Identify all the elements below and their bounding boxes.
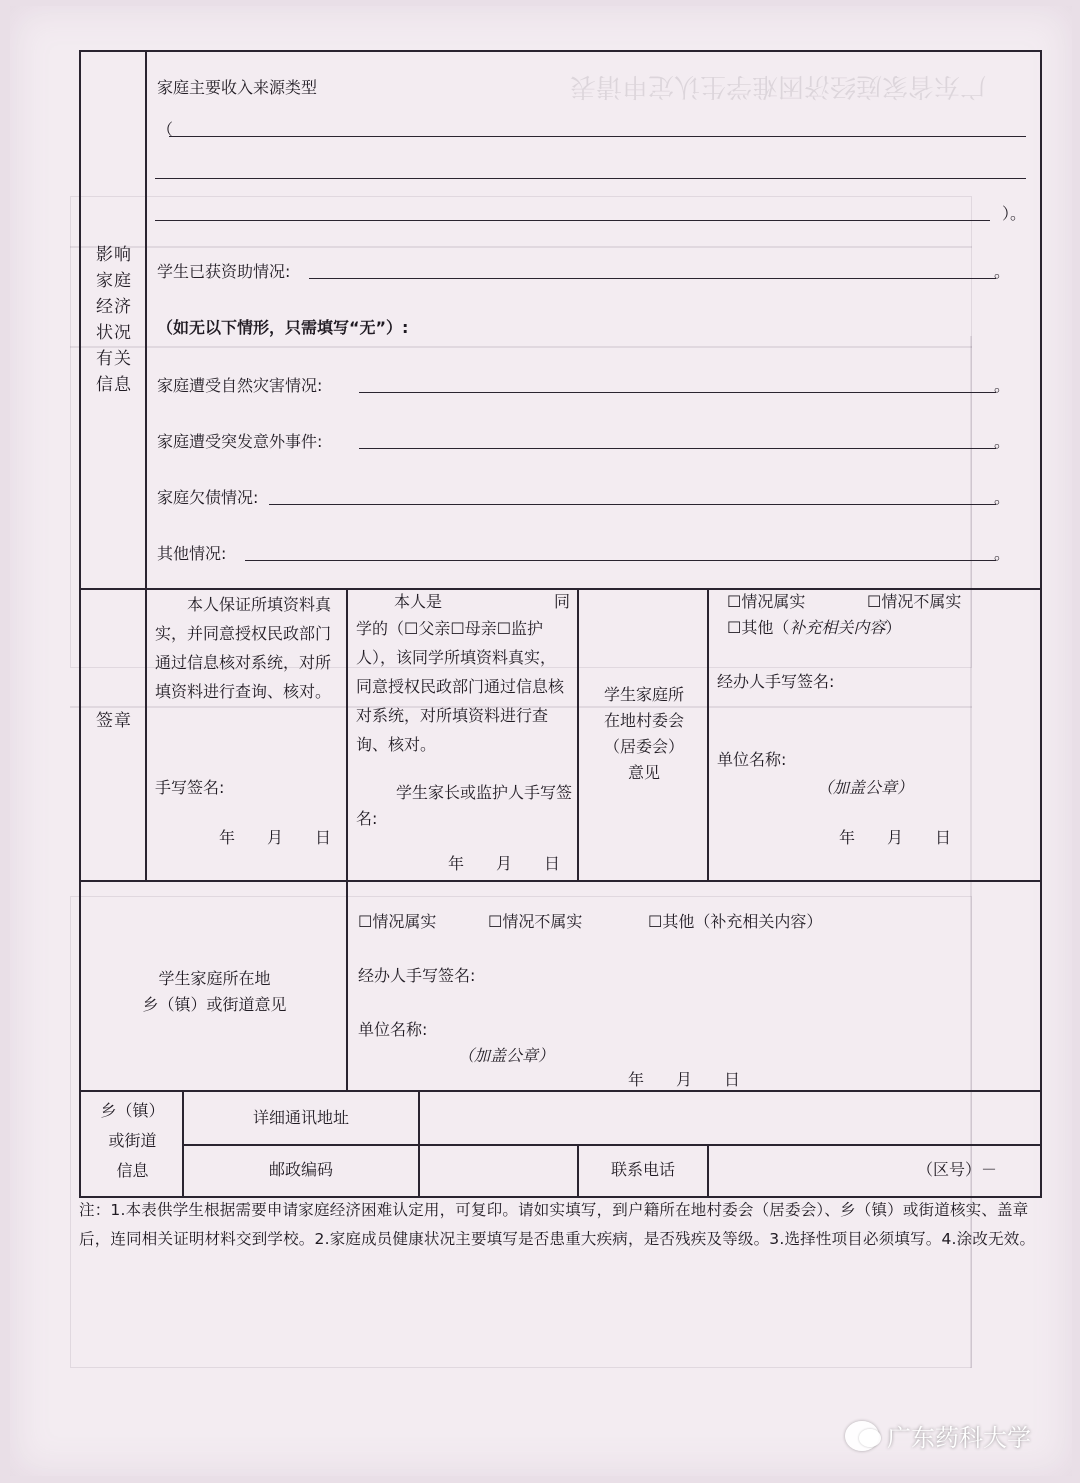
village-committee-label: 学生家庭所 在地村委会 （居委会） 意见 [603,685,684,782]
area-code-hint: （区号）－ [917,1160,998,1179]
debt-period: 。 [994,488,1011,507]
form-notes: 注：1.本表供学生根据需要申请家庭经济困难认定用，可复印。请如实填写，到户籍所在地村委会（居委会）、乡（镇）或街道核实、盖章后，连同相关证明材料交到学校。2.家庭成员健康状况主要填写是否患重大疾病，是否残疾及等级。3.选择性项目必须填写。4.涂改无效。 [79,1201,1036,1248]
guardian-statement: 学的（☐父亲☐母亲☐监护人），该同学所填资料真实，同意授权民政部门通过信息核对系统，对所填资料进行查询、核对。 [356,619,565,754]
accident-line[interactable] [359,448,996,449]
income-close-paren: ）。 [1002,204,1027,223]
town-other-option[interactable]: ☐其他（补充相关内容） [648,912,823,931]
town-true-option[interactable]: ☐情况属实 [358,912,437,931]
guardian-statement-cell [347,589,578,881]
guardian-intro: 本人是 [394,592,443,611]
watermark-brand [845,1418,1031,1453]
town-opinion-cell [347,881,1041,1091]
student-statement: 本人保证所填资料真实，并同意授权民政部门通过信息核对系统，对所填资料进行查询、核对。 [155,595,332,701]
disaster-label: 家庭遭受自然灾害情况: [157,376,323,395]
postcode-value-cell[interactable] [419,1145,578,1197]
other-line[interactable] [245,560,996,561]
student-sign-label: 手写签名: [155,778,225,797]
village-date: 年 月 日 [839,828,952,847]
village-seal-note: （加盖公章） [817,778,914,797]
town-label-cell [80,881,347,1091]
address-label-cell [183,1091,419,1145]
village-true-option[interactable]: ☐情况属实 [727,592,806,611]
village-other-option[interactable]: ☐其他（补充相关内容） [727,618,902,637]
address-value-cell[interactable] [419,1091,1041,1145]
brand-name: 广东药科大学 [887,1424,1031,1452]
economic-info-label-cell [80,51,146,589]
economic-info-content-cell [146,51,1041,589]
aid-received-line[interactable] [309,278,996,279]
phone-label: 联系电话 [610,1160,675,1179]
wechat-logo-icon [845,1421,879,1451]
postcode-label-cell [183,1145,419,1197]
debt-line[interactable] [269,504,996,505]
accident-label: 家庭遭受突发意外事件: [157,432,323,451]
village-label-cell [578,589,708,881]
town-seal-note: （加盖公章） [458,1046,555,1065]
disaster-line[interactable] [359,392,996,393]
address-label: 详细通讯地址 [252,1108,349,1127]
income-open-paren: （ [157,120,174,139]
signature-label-cell [80,589,146,881]
guardian-sign-date: 年 月 日 [448,854,561,873]
guardian-sign-label: 学生家长或监护人手写签名: [356,783,573,828]
disaster-period: 。 [994,376,1011,395]
income-type-label: 家庭主要收入来源类型 [157,78,318,97]
village-unit-name-label: 单位名称: [717,750,787,769]
other-period: 。 [994,544,1011,563]
economic-info-label: 影响 家庭 经济 状况 有关 信息 [96,245,132,395]
paper-sheet: 广东省家庭经济困难学生认定申请表 [10,6,1072,1476]
village-official-sign-label: 经办人手写签名: [717,672,835,691]
phone-label-cell [578,1145,708,1197]
town-official-sign-label: 经办人手写签名: [358,966,476,985]
income-type-line-1[interactable] [169,136,1026,137]
application-form-table [79,50,1042,1198]
town-false-option[interactable]: ☐情况不属实 [488,912,583,931]
postcode-label: 邮政编码 [268,1160,333,1179]
other-label: 其他情况: [157,544,227,563]
income-type-line-3[interactable] [155,220,990,221]
guardian-tongxue: 同 [554,592,571,611]
town-info-label: 乡（镇） 或街道 信息 [100,1101,165,1180]
village-opinion-cell [708,589,1041,881]
aid-received-label: 学生已获资助情况: [157,262,291,281]
income-type-line-2[interactable] [155,178,1026,179]
town-info-label-cell [80,1091,183,1197]
town-opinion-label: 学生家庭所在地 乡（镇）或街道意见 [142,969,287,1014]
phone-value-cell[interactable] [708,1145,1041,1197]
accident-period: 。 [994,432,1011,451]
debt-label: 家庭欠债情况: [157,488,259,507]
signature-label: 签章 [96,711,132,731]
student-statement-cell [146,589,347,881]
student-sign-date: 年 月 日 [219,828,332,847]
aid-period: 。 [994,262,1011,281]
fill-instruction: （如无以下情形，只需填写“无”）: [157,318,409,337]
village-false-option[interactable]: ☐情况不属实 [867,592,962,611]
town-unit-name-label: 单位名称: [358,1020,428,1039]
town-date: 年 月 日 [628,1070,741,1089]
